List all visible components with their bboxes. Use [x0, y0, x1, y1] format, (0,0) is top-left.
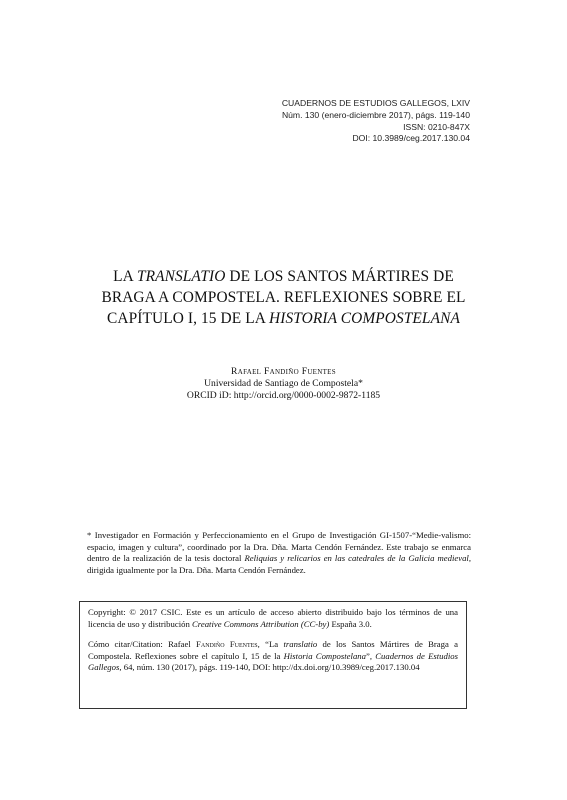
issue-info: Núm. 130 (enero-diciembre 2017), págs. 119-140	[281, 109, 470, 120]
title-line-2: BRAGA A COMPOSTELA. REFLEXIONES SOBRE EL	[101, 289, 466, 306]
author-affiliation: Universidad de Santiago de Compostela*	[204, 378, 363, 389]
footnote: * Investigador en Formación y Perfeccionamiento en el Grupo de Investigación GI-1507-“Medie-valismo: espacio, imagen y cultura”, coordinado por la Dra. Dña. Marta Cendón Fernández. Este trabajo se enmarca dentro de la realización de la tesis doctoral Reliquias y relicarios en las catedrales de la Galicia medieval, dirigida igualmente por la Dra. Dña. Marta Cendón Fernández.	[87, 530, 471, 575]
license-name: Creative Commons Attribution (CC-by)	[191, 618, 330, 629]
doi: DOI: 10.3989/ceg.2017.130.04	[352, 133, 470, 144]
title-line-3: CAPÍTULO I, 15 DE LA HISTORIA COMPOSTELANA	[107, 310, 460, 327]
citation-doi: , 64, núm. 130 (2017), págs. 119-140, DOI: http://dx.doi.org/10.3989/ceg.2017.130.04	[119, 662, 420, 673]
citation-text: Cómo citar/Citation: Rafael Fandiño Fuentes, “La translatio de los Santos Mártires de Braga a Compostela. Reflexiones sobre el capítulo I, 15 de la Historia Compostelana”, Cuadernos de Estudios Gallegos, 64, núm. 130 (2017), págs. 119-140, DOI: http://dx.doi.org/10.3989/ceg.2017.130.04	[88, 639, 458, 673]
author-orcid: ORCID iD: http://orcid.org/0000-0002-9872-1185	[186, 390, 381, 401]
article-title	[60, 266, 507, 329]
copyright-box	[79, 601, 467, 709]
journal-name: CUADERNOS DE ESTUDIOS GALLEGOS, LXIV	[281, 98, 470, 108]
copyright-text: Copyright: © 2017 CSIC. Este es un artículo de acceso abierto distribuido bajo los términos de una licencia de uso y distribución Creative Commons Attribution (CC-by) España 3.0.	[88, 607, 458, 629]
journal-header	[282, 98, 470, 145]
issn: ISSN: 0210-847X	[403, 121, 470, 132]
author-block	[60, 366, 507, 402]
title-italic-translatio: TRANSLATIO	[136, 268, 226, 285]
author-name: Rafael Fandiño Fuentes	[231, 366, 336, 377]
thesis-title: Reliquias y relicarios en las catedrales de la Galicia medieval	[244, 553, 469, 564]
title-italic-historia: HISTORIA COMPOSTELANA	[269, 310, 460, 327]
title-line-1: LA TRANSLATIO DE LOS SANTOS MÁRTIRES DE	[113, 268, 454, 285]
